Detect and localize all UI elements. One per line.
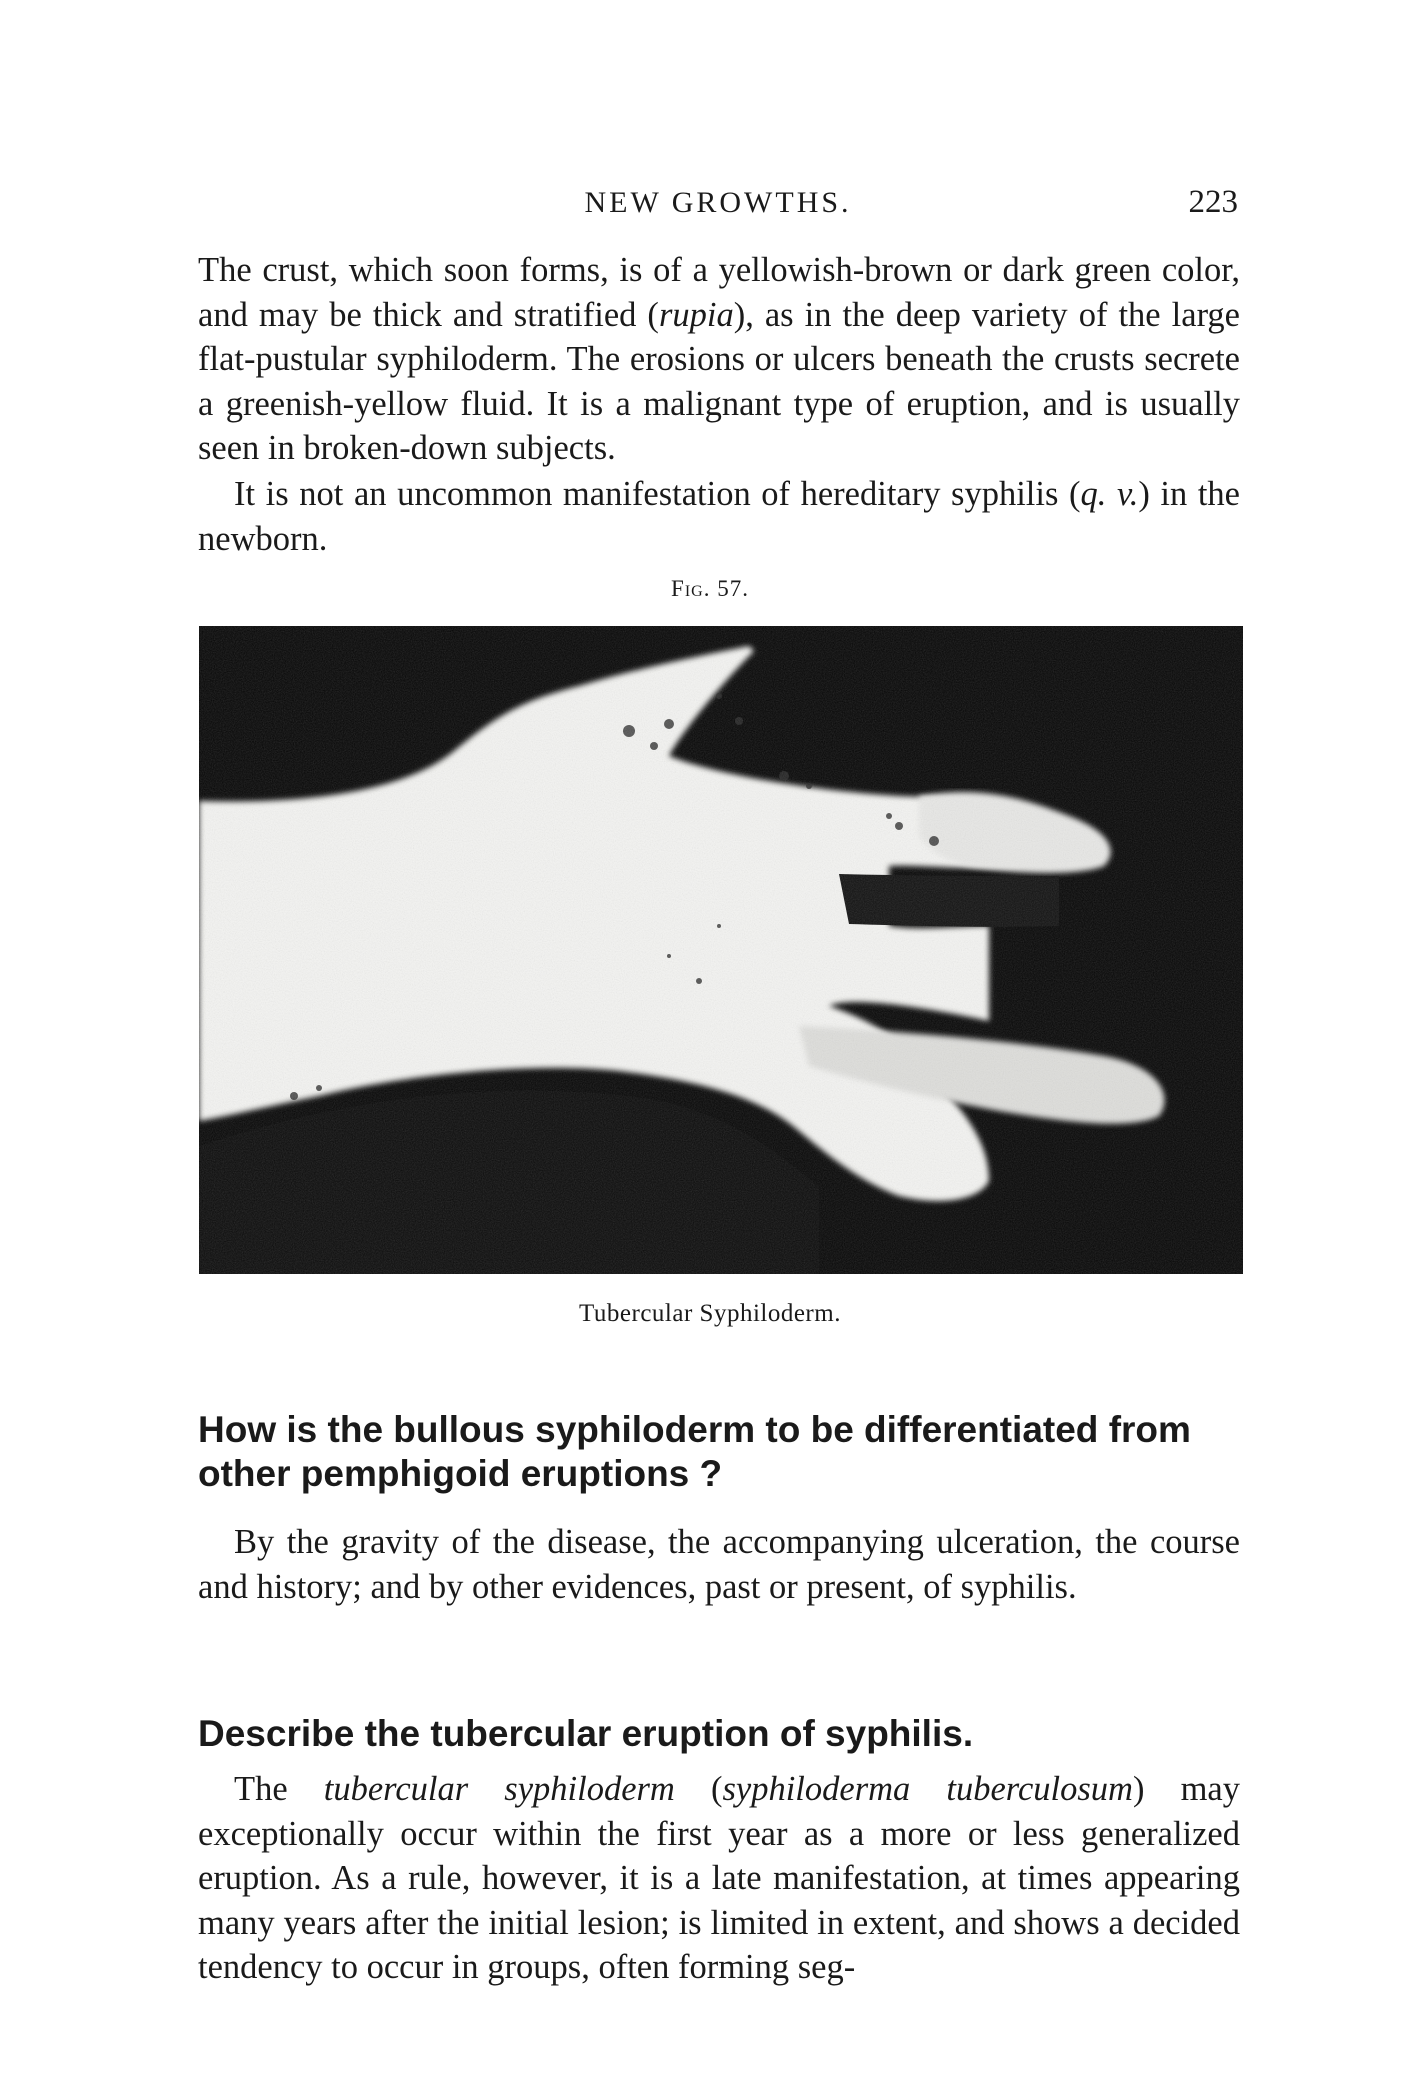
- paragraph-hereditary: It is not an uncommon manifestation of hereditary syphilis (q. v.) in the newborn.: [198, 475, 1240, 558]
- figure-photograph: [199, 626, 1243, 1274]
- term-tubercular-syphiloderm: tubercular syphiloderm: [323, 1770, 675, 1808]
- answer-rest: may exceptionally occur within the first year as a more or less generalized eruption. As a rule, however, it is a late manifestation, at times appearing many years after the initial lesion; is limited in extent, and shows a decided tendency to occur in groups, often forming seg-: [198, 1770, 1240, 1986]
- term-latin: syphiloderma tuberculosum: [722, 1770, 1133, 1808]
- page-number: 223: [1188, 184, 1238, 220]
- italic-term: q. v.: [1080, 475, 1139, 513]
- answer-open: The: [234, 1770, 288, 1808]
- hand-photograph: [199, 626, 1243, 1274]
- running-head: [198, 186, 1238, 226]
- answer-bullous: By the gravity of the disease, the accompanying ulceration, the course and history; and by other evidences, past or present, of syphilis.: [198, 1523, 1240, 1606]
- question-tubercular: Describe the tubercular eruption of syphilis.: [198, 1713, 974, 1754]
- italic-term: rupia: [658, 295, 734, 334]
- figure-caption: Tubercular Syphiloderm.: [579, 1300, 841, 1327]
- question-bullous: How is the bullous syphiloderm to be differentiated from other pemphigoid eruptions ?: [198, 1409, 1191, 1494]
- answer-tubercular: The tubercular syphiloderm (syphiloderma tuberculosum) may exceptionally occur within the first year as a more or less generalized eruption. As a rule, however, it is a late manifestation, at times appearing many years after the initial lesion; is limited in extent, and shows a decided tendency to occur in groups, often forming seg-: [198, 1770, 1240, 1986]
- paragraph-crust: The crust, which soon forms, is of a yellowish-brown or dark green color, and may be thick and stratified (rupia), as in the deep variety of the large flat-pustular syphiloderm. The erosions or ulcers beneath the crusts secrete a greenish-yellow fluid. It is a malignant type of eruption, and is usually seen in broken-down subjects.: [198, 251, 1240, 467]
- figure-label-text: Fig. 57.: [671, 576, 749, 601]
- running-head-title: NEW GROWTHS.: [584, 186, 852, 219]
- figure-label: [0, 576, 1420, 602]
